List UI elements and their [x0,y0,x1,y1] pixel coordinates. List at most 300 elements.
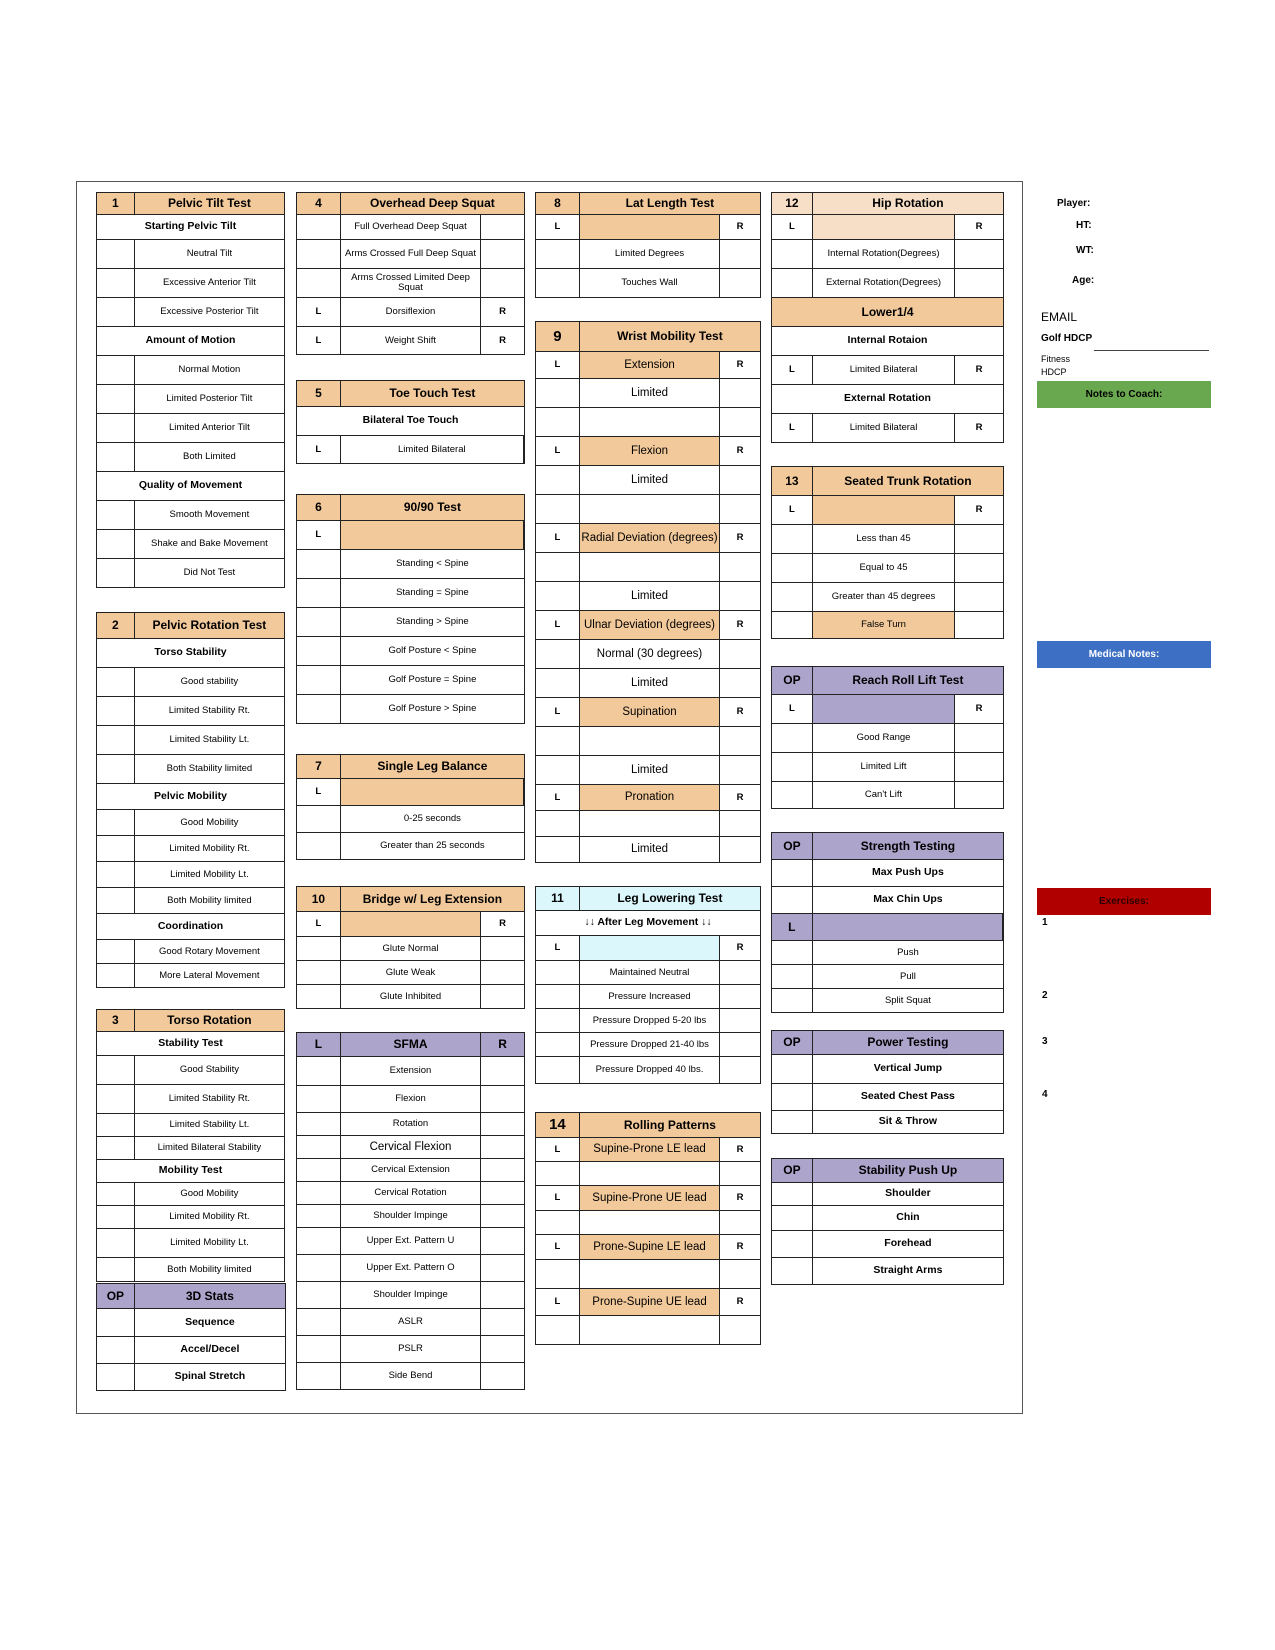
test-row [771,554,1004,583]
test-row [96,530,285,559]
golf-hdcp-line[interactable] [1094,350,1209,351]
test-row [296,779,525,806]
left-marker[interactable]: L [771,694,813,724]
checkbox-cell[interactable] [480,1204,525,1228]
test-row [96,639,285,668]
checkbox-cell[interactable] [96,268,135,298]
checkbox-cell[interactable] [96,1182,135,1206]
checkbox-cell[interactable] [535,1259,580,1289]
checkbox-cell[interactable] [480,1335,525,1363]
checkbox-cell[interactable] [96,887,135,914]
left-marker[interactable]: L [296,297,341,327]
checkbox-cell[interactable] [480,214,525,240]
test-number: 12 [771,192,813,215]
test-row [296,436,525,464]
checkbox-cell[interactable] [719,668,761,698]
option-label: Greater than 25 seconds [340,832,525,860]
checkbox-cell[interactable] [535,494,580,524]
test-row [771,1084,1004,1111]
checkbox-cell[interactable] [480,1254,525,1282]
checkbox-cell[interactable] [771,940,813,965]
test-header [96,1284,286,1309]
checkbox-cell[interactable] [535,984,580,1009]
left-marker[interactable]: L [535,436,580,466]
checkbox-cell[interactable] [296,1112,341,1136]
checkbox-cell[interactable] [480,1085,525,1113]
test-row [296,1113,525,1136]
checkbox-cell[interactable] [96,809,135,836]
option-label: Excessive Posterior Tilt [134,297,285,327]
left-marker[interactable]: L [771,495,813,525]
player-label: Player: [1057,198,1091,209]
checkbox-cell[interactable] [771,268,813,298]
checkbox-cell[interactable] [96,500,135,530]
checkbox-cell[interactable] [480,1112,525,1136]
checkbox-cell[interactable] [96,939,135,964]
test-row [771,414,1004,443]
right-marker[interactable]: R [719,610,761,640]
checkbox-cell[interactable] [771,582,813,612]
checkbox-cell[interactable] [771,524,813,554]
test-title: Power Testing [812,1030,1004,1055]
checkbox-cell[interactable] [771,1054,813,1084]
left-marker[interactable]: L [771,413,813,443]
left-marker[interactable]: L [535,697,580,727]
checkbox-cell[interactable] [96,239,135,269]
option-label: Limited Stability Lt. [134,725,285,755]
left-marker[interactable]: L [535,935,580,961]
test-row [296,937,525,961]
exercise-number: 2 [1042,990,1048,1001]
checkbox-cell[interactable] [296,1085,341,1113]
checkbox-cell[interactable] [96,355,135,385]
test-header [296,1033,525,1057]
checkbox-cell[interactable] [480,1181,525,1205]
checkbox-cell[interactable] [296,1227,341,1255]
checkbox-cell[interactable] [96,1308,135,1337]
checkbox-cell[interactable] [719,1315,761,1345]
checkbox-cell[interactable] [296,1135,341,1159]
left-marker[interactable]: L [535,1234,580,1260]
test-header [535,1113,761,1138]
checkbox-cell[interactable] [719,552,761,582]
checkbox-cell[interactable] [771,886,813,914]
test-number: 5 [296,380,341,407]
checkbox-cell[interactable] [719,1259,761,1289]
test-title: Reach Roll Lift Test [812,666,1004,695]
right-marker[interactable]: R [954,413,1004,443]
checkbox-cell[interactable] [296,1362,341,1390]
checkbox-cell[interactable] [719,239,761,269]
hdcp-label: HDCP [1041,367,1067,377]
test-title: Pelvic Rotation Test [134,612,285,639]
checkbox-cell[interactable] [96,297,135,327]
checkbox-cell[interactable] [296,936,341,961]
checkbox-cell[interactable] [771,988,813,1013]
checkbox-cell[interactable] [296,984,341,1009]
checkbox-cell[interactable] [719,1161,761,1186]
test-header [535,322,761,352]
checkbox-cell[interactable] [96,1136,135,1160]
checkbox-cell[interactable] [771,1182,813,1206]
left-marker[interactable]: L [535,784,580,811]
checkbox-cell[interactable] [771,1205,813,1231]
checkbox-cell[interactable] [535,1008,580,1033]
checkbox-cell[interactable] [954,239,1004,269]
checkbox-cell[interactable] [296,636,341,666]
option-label: Can't Lift [812,781,955,809]
checkbox-cell[interactable] [771,1083,813,1111]
checkbox-cell[interactable] [535,639,580,669]
checkbox-cell[interactable] [954,268,1004,298]
checkbox-cell[interactable] [535,960,580,985]
checkbox-cell[interactable] [296,239,341,269]
option-label [579,935,720,961]
checkbox-cell[interactable] [480,1227,525,1255]
checkbox-cell[interactable] [480,1056,525,1086]
test-row [96,1258,285,1282]
checkbox-cell[interactable] [296,1056,341,1086]
right-marker[interactable]: R [719,1234,761,1260]
right-marker[interactable]: R [719,1137,761,1162]
checkbox-cell[interactable] [719,1008,761,1033]
test-row [535,466,761,495]
checkbox-cell[interactable] [296,1204,341,1228]
left-marker[interactable]: L [535,610,580,640]
right-marker[interactable]: R [954,694,1004,724]
right-marker[interactable]: R [480,297,525,327]
checkbox-cell[interactable] [96,1113,135,1137]
test-number: 7 [296,754,341,779]
checkbox-cell[interactable] [96,1055,135,1085]
option-label: Excessive Anterior Tilt [134,268,285,298]
checkbox-cell[interactable] [535,1161,580,1186]
right-marker[interactable]: R [954,355,1004,385]
left-marker[interactable]: L [296,326,341,355]
checkbox-cell[interactable] [719,960,761,985]
test-row [535,582,761,611]
checkbox-cell[interactable] [480,960,525,985]
checkbox-cell[interactable] [719,726,761,756]
checkbox-cell[interactable] [296,1254,341,1282]
test-row [296,833,525,860]
right-marker[interactable]: R [719,214,761,240]
checkbox-cell[interactable] [296,805,341,833]
checkbox-cell[interactable] [480,239,525,269]
checkbox-cell[interactable] [96,1363,135,1391]
right-marker[interactable]: R [954,214,1004,240]
checkbox-cell[interactable] [535,755,580,785]
section-label: Mobility Test [96,1159,285,1183]
checkbox-cell[interactable] [771,723,813,753]
checkbox-cell[interactable] [296,960,341,985]
notes-to-coach-band: Notes to Coach: [1037,381,1211,408]
checkbox-cell[interactable] [535,465,580,495]
checkbox-cell[interactable] [96,384,135,414]
test-row [96,810,285,836]
checkbox-cell[interactable] [296,549,341,579]
test-row [96,1337,286,1364]
checkbox-cell[interactable] [296,1335,341,1363]
checkbox-cell[interactable] [480,984,525,1009]
checkbox-cell[interactable] [535,239,580,269]
checkbox-cell[interactable] [771,859,813,887]
option-label: Arms Crossed Limited Deep Squat [340,268,481,298]
checkbox-cell[interactable] [96,1257,135,1282]
checkbox-cell[interactable] [296,1181,341,1205]
right-marker[interactable]: R [719,784,761,811]
option-label: Ulnar Deviation (degrees) [579,610,720,640]
checkbox-cell[interactable] [96,1205,135,1229]
left-marker[interactable]: L [296,911,341,937]
checkbox-cell[interactable] [296,1308,341,1336]
checkbox-cell[interactable] [296,694,341,724]
test-row [96,356,285,385]
checkbox-cell[interactable] [480,1308,525,1336]
option-label: Cervical Rotation [340,1181,481,1205]
checkbox-cell[interactable] [480,936,525,961]
checkbox-cell[interactable] [719,1056,761,1084]
checkbox-cell[interactable] [719,581,761,611]
option-label: Chin [812,1205,1004,1231]
checkbox-cell[interactable] [96,725,135,755]
option-label [812,214,955,240]
checkbox-cell[interactable] [771,781,813,809]
test-title: Rolling Patterns [579,1112,761,1138]
checkbox-cell[interactable] [480,1135,525,1159]
checkbox-cell[interactable] [954,752,1004,782]
right-marker[interactable]: R [719,523,761,553]
left-marker[interactable]: L [296,778,341,806]
checkbox-cell[interactable] [535,1056,580,1084]
option-label: Extension [579,351,720,379]
checkbox-cell[interactable] [296,665,341,695]
test-row [535,1260,761,1289]
option-label: Sequence [134,1308,286,1337]
checkbox-cell[interactable] [535,378,580,408]
right-marker[interactable] [523,435,525,464]
right-marker[interactable] [523,778,525,806]
test-header [535,887,761,911]
checkbox-cell[interactable] [954,553,1004,583]
checkbox-cell[interactable] [535,668,580,698]
checkbox-cell[interactable] [535,407,580,437]
test-right-marker: R [480,1032,525,1057]
checkbox-cell[interactable] [296,1158,341,1182]
right-marker[interactable] [523,520,525,550]
test-row [296,521,525,550]
right-marker[interactable]: R [719,935,761,961]
checkbox-cell[interactable] [96,696,135,726]
left-marker[interactable]: L [771,913,813,941]
left-marker[interactable]: L [535,1137,580,1162]
checkbox-cell[interactable] [96,835,135,862]
checkbox-cell[interactable] [771,964,813,989]
test-number: OP [771,1158,813,1183]
section-label: Torso Stability [96,638,285,668]
checkbox-cell[interactable] [296,578,341,608]
option-label: Limited Mobility Lt. [134,861,285,888]
checkbox-cell[interactable] [719,1032,761,1057]
checkbox-cell[interactable] [480,1362,525,1390]
right-marker[interactable]: R [719,697,761,727]
option-label: More Lateral Movement [134,963,285,988]
test-row [96,726,285,755]
left-marker[interactable]: L [771,214,813,240]
test-number: 8 [535,192,580,215]
checkbox-cell[interactable] [535,1210,580,1235]
checkbox-cell[interactable] [96,442,135,472]
option-label: Did Not Test [134,558,285,588]
option-label: Greater than 45 degrees [812,582,955,612]
option-label: Both Limited [134,442,285,472]
checkbox-cell[interactable] [535,810,580,837]
checkbox-cell[interactable] [96,754,135,784]
checkbox-cell[interactable] [96,558,135,588]
checkbox-cell[interactable] [535,268,580,298]
checkbox-cell[interactable] [719,268,761,298]
option-label: Good Rotary Movement [134,939,285,964]
checkbox-cell[interactable] [719,836,761,863]
test-row [771,356,1004,385]
test-title: 90/90 Test [340,494,525,521]
option-label: Maintained Neutral [579,960,720,985]
checkbox-cell[interactable] [535,836,580,863]
option-label [579,810,720,837]
right-marker[interactable]: R [719,1185,761,1211]
test-row [771,269,1004,298]
checkbox-cell[interactable] [535,581,580,611]
checkbox-cell[interactable] [96,667,135,697]
test-row [535,352,761,379]
checkbox-cell[interactable] [480,268,525,298]
test-row [296,1136,525,1159]
option-label: Supination [579,697,720,727]
checkbox-cell[interactable] [771,1257,813,1285]
checkbox-cell[interactable] [535,552,580,582]
checkbox-cell[interactable] [96,861,135,888]
right-marker[interactable]: R [719,351,761,379]
test-row [771,965,1004,989]
checkbox-cell[interactable] [96,1228,135,1258]
test-number: 6 [296,494,341,521]
left-marker[interactable]: L [535,523,580,553]
option-label: Sit & Throw [812,1110,1004,1134]
test-row [535,1316,761,1345]
checkbox-cell[interactable] [535,1032,580,1057]
checkbox-cell[interactable] [771,1110,813,1134]
option-label: Pull [812,964,1004,989]
checkbox-cell[interactable] [535,726,580,756]
right-marker[interactable]: R [954,495,1004,525]
left-marker[interactable]: L [535,1288,580,1316]
test-number: 13 [771,466,813,496]
checkbox-cell[interactable] [96,413,135,443]
checkbox-cell[interactable] [771,239,813,269]
option-label: Extension [340,1056,481,1086]
section-label: Bilateral Toe Touch [296,406,525,436]
checkbox-cell[interactable] [296,607,341,637]
test-row [96,501,285,530]
checkbox-cell[interactable] [480,1158,525,1182]
test-row [296,806,525,833]
option-label: Normal Motion [134,355,285,385]
checkbox-cell[interactable] [719,755,761,785]
checkbox-cell[interactable] [954,781,1004,809]
test-row [535,936,761,961]
left-marker[interactable]: L [296,520,341,550]
right-marker[interactable]: R [719,436,761,466]
checkbox-cell[interactable] [771,611,813,639]
checkbox-cell[interactable] [480,1281,525,1309]
checkbox-cell[interactable] [954,524,1004,554]
checkbox-cell[interactable] [296,832,341,860]
option-label: Shoulder Impinge [340,1281,481,1309]
option-label: Internal Rotation(Degrees) [812,239,955,269]
checkbox-cell[interactable] [719,465,761,495]
left-marker[interactable]: L [535,351,580,379]
left-marker[interactable]: L [535,214,580,240]
checkbox-cell[interactable] [719,639,761,669]
option-label: Push [812,940,1004,965]
golf-hdcp-label: Golf HDCP [1041,333,1093,344]
test-row [296,240,525,269]
checkbox-cell[interactable] [296,214,341,240]
right-marker[interactable] [1002,913,1004,941]
checkbox-cell[interactable] [535,1315,580,1345]
email-label: EMAIL [1041,310,1078,324]
checkbox-cell[interactable] [96,1336,135,1364]
right-marker[interactable]: R [480,911,525,937]
test-row [296,269,525,298]
option-label: Forehead [812,1230,1004,1258]
right-marker[interactable]: R [480,326,525,355]
checkbox-cell[interactable] [954,582,1004,612]
test-row [296,407,525,436]
medical-notes-band: Medical Notes: [1037,641,1211,668]
test-row [535,553,761,582]
test-title: Toe Touch Test [340,380,525,407]
checkbox-cell[interactable] [719,494,761,524]
checkbox-cell[interactable] [96,529,135,559]
test-row [96,1085,285,1114]
checkbox-cell[interactable] [719,407,761,437]
left-marker[interactable]: L [296,435,341,464]
checkbox-cell[interactable] [954,611,1004,639]
checkbox-cell[interactable] [719,1210,761,1235]
section-label: External Rotation [771,384,1004,414]
right-marker[interactable]: R [719,1288,761,1316]
checkbox-cell[interactable] [96,1084,135,1114]
option-label [579,1259,720,1289]
checkbox-cell[interactable] [771,752,813,782]
option-label: Limited Mobility Rt. [134,1205,285,1229]
checkbox-cell[interactable] [296,1281,341,1309]
left-marker[interactable]: L [771,355,813,385]
checkbox-cell[interactable] [771,1230,813,1258]
left-marker[interactable]: L [535,1185,580,1211]
checkbox-cell[interactable] [296,268,341,298]
test-row [535,961,761,985]
checkbox-cell[interactable] [719,984,761,1009]
option-label: Glute Inhibited [340,984,481,1009]
checkbox-cell[interactable] [96,963,135,988]
option-label: Dorsiflexion [340,297,481,327]
checkbox-cell[interactable] [771,553,813,583]
checkbox-cell[interactable] [719,378,761,408]
checkbox-cell[interactable] [954,723,1004,753]
checkbox-cell[interactable] [719,810,761,837]
